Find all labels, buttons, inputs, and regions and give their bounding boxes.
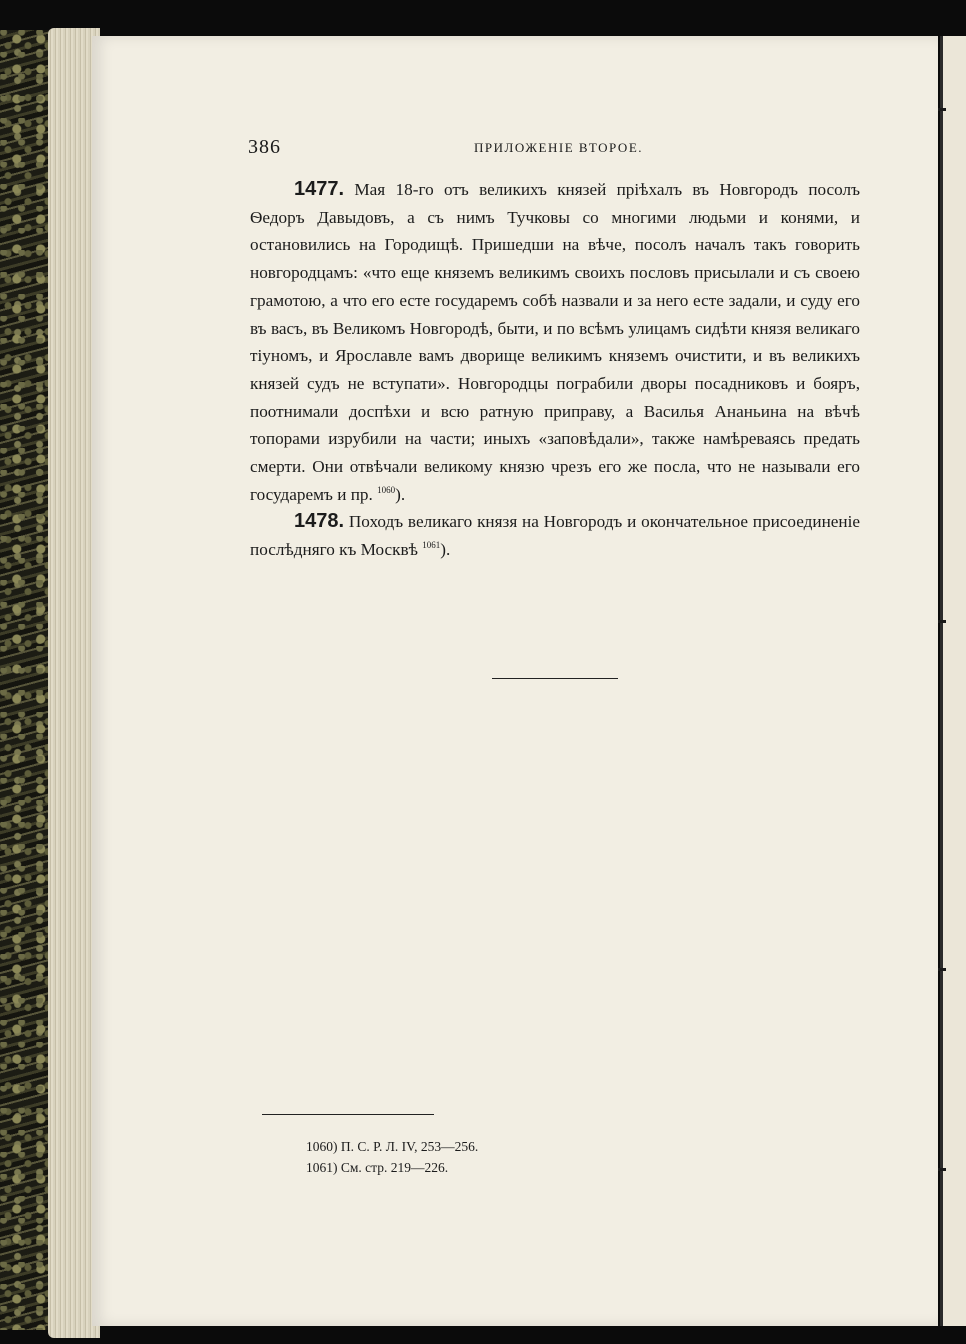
footnote: 1060) П. С. Р. Л. IV, 253—256.	[306, 1139, 479, 1154]
entry-text: Походъ великаго князя на Новгородъ и окончательное присоединеніе послѣдняго къ Москвѣ	[250, 512, 860, 560]
entry-text-end: ).	[395, 484, 406, 504]
page-number: 386	[248, 136, 281, 158]
footnotes	[306, 1136, 706, 1178]
facing-page-edge	[940, 36, 966, 1326]
footnote-ref[interactable]: 1061	[422, 540, 441, 551]
footnote-ref[interactable]: 1060	[377, 484, 396, 495]
footnote: 1061) См. стр. 219—226.	[306, 1160, 449, 1175]
entry-paragraph	[250, 508, 860, 563]
running-head	[248, 136, 848, 160]
entry-year: 1478.	[294, 510, 345, 533]
footnote-rule	[262, 1114, 434, 1115]
marbled-cover-edge	[0, 30, 54, 1330]
running-head-title: ПРИЛОЖЕНІЕ ВТОРОЕ.	[474, 140, 644, 155]
section-divider	[492, 678, 618, 679]
entry-text-end: ).	[440, 540, 451, 560]
entry-paragraph	[250, 176, 860, 508]
main-text	[250, 176, 860, 564]
entry-text: Мая 18-го отъ великихъ князей пріѣхалъ въ Новгородъ посолъ Ѳедоръ Давыдовъ, а съ нимъ Тучковы со многими людьми и конями, и остановились на Городищѣ. Пришедши на вѣче, посолъ началъ такъ говорить новгородцамъ: «что еще княземъ великимъ своихъ пословъ присылали и съ своею грамотою, а что его есте государемъ собѣ назвали и за него есте задали, и суду его въ васъ, въ Великомъ Новгородѣ, быти, и по всѣмъ улицамъ сидѣти князя великаго тіуномъ, и Ярославле вамъ дворище великимъ княземъ очистити, и въ великихъ князей судъ не вступати». Новгородцы пограбили дворы посадниковъ и бояръ, поотнимали доспѣхи и всю ратную приправу, а Василья Ананьина на вѣчѣ топорами изрубили на части; иныхъ «заповѣдали», также намѣреваясь предать смерти. Они отвѣчали великому князю чрезъ его же посла, что не называли его государемъ и пр.	[250, 180, 860, 504]
entry-year: 1477.	[294, 178, 345, 200]
